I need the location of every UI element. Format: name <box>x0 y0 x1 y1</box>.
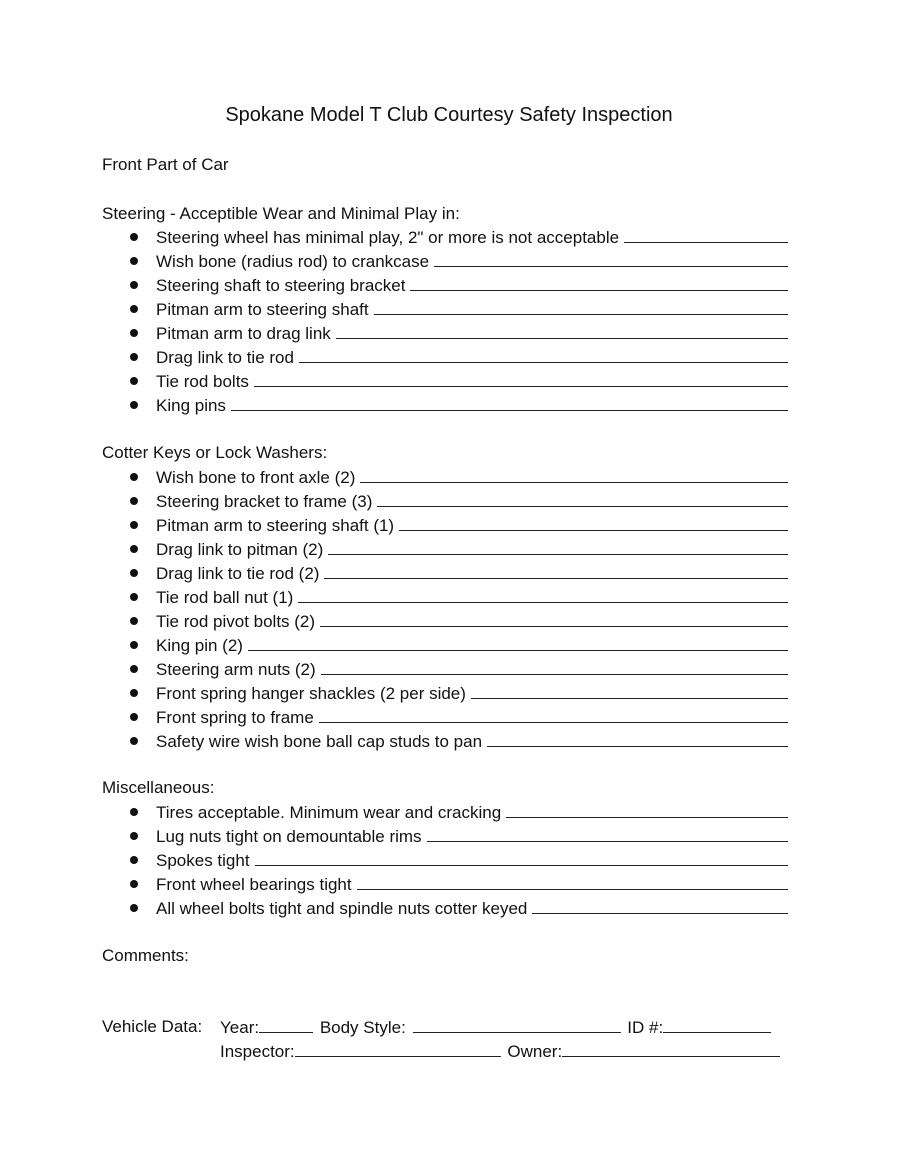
checklist-item-blank[interactable] <box>506 801 788 818</box>
page-title: Spokane Model T Club Courtesy Safety Inspection <box>225 104 673 126</box>
checklist-item-text: King pin (2) <box>156 636 243 655</box>
bullet-icon <box>130 737 138 745</box>
checklist-item-blank[interactable] <box>360 466 788 483</box>
checklist-item-label <box>156 586 788 609</box>
checklist-item-label <box>156 274 788 297</box>
checklist-item-label <box>156 730 788 753</box>
bullet-icon <box>130 689 138 697</box>
checklist-item-label <box>156 658 788 681</box>
bullet-icon <box>130 353 138 361</box>
bullet-icon <box>130 713 138 721</box>
bullet-icon <box>130 593 138 601</box>
checklist-item-label <box>156 610 788 633</box>
bullet-icon <box>130 545 138 553</box>
checklist-item-label <box>156 801 788 824</box>
checklist-item-label <box>156 849 788 872</box>
checklist-item-text: Drag link to pitman (2) <box>156 540 324 559</box>
bullet-icon <box>130 569 138 577</box>
checklist-item-blank[interactable] <box>319 706 788 723</box>
bullet-icon <box>130 521 138 529</box>
checklist-item-label <box>156 897 788 920</box>
bullet-icon <box>130 329 138 337</box>
checklist-item-text: Steering wheel has minimal play, 2" or more is not acceptable <box>156 228 620 247</box>
checklist-item-label <box>156 370 788 393</box>
checklist-item-blank[interactable] <box>624 226 788 243</box>
comments-label: Comments: <box>102 946 189 965</box>
id-field[interactable] <box>663 1016 771 1033</box>
checklist-item-label <box>156 298 788 321</box>
id-label: ID #: <box>627 1018 664 1037</box>
body-style-field[interactable] <box>413 1016 621 1033</box>
checklist-item-text: Front wheel bearings tight <box>156 875 352 894</box>
checklist-item-text: Front spring hanger shackles (2 per side) <box>156 684 466 703</box>
checklist-item-blank[interactable] <box>532 897 788 914</box>
checklist-item-text: Wish bone to front axle (2) <box>156 468 356 487</box>
checklist-item-blank[interactable] <box>434 250 788 267</box>
bullet-icon <box>130 377 138 385</box>
checklist-item-text: Pitman arm to steering shaft <box>156 300 369 319</box>
checklist-item-text: Steering shaft to steering bracket <box>156 276 406 295</box>
vehicle-row-2 <box>220 1040 780 1063</box>
bullet-icon <box>130 497 138 505</box>
checklist-item-blank[interactable] <box>254 370 788 387</box>
year-field[interactable] <box>259 1016 313 1033</box>
bullet-icon <box>130 473 138 481</box>
owner-field[interactable] <box>562 1040 780 1057</box>
checklist-item-text: Lug nuts tight on demountable rims <box>156 827 422 846</box>
checklist-item-text: Steering arm nuts (2) <box>156 660 316 679</box>
checklist-item-label <box>156 346 788 369</box>
checklist-item-label <box>156 562 788 585</box>
checklist-item-text: Safety wire wish bone ball cap studs to pan <box>156 732 483 751</box>
checklist-item-blank[interactable] <box>299 346 788 363</box>
section-header-front: Front Part of Car <box>102 155 229 174</box>
checklist-item-blank[interactable] <box>336 322 788 339</box>
checklist-item-text: Drag link to tie rod (2) <box>156 564 320 583</box>
checklist-item-label <box>156 538 788 561</box>
checklist-item-text: Steering bracket to frame (3) <box>156 492 373 511</box>
checklist-item-blank[interactable] <box>248 634 788 651</box>
bullet-icon <box>130 665 138 673</box>
checklist-item-label <box>156 394 788 417</box>
checklist-item-blank[interactable] <box>374 298 788 315</box>
checklist-item-text: Front spring to frame <box>156 708 314 727</box>
checklist-item-label <box>156 322 788 345</box>
checklist-item-text: Spokes tight <box>156 851 250 870</box>
bullet-icon <box>130 832 138 840</box>
misc-heading: Miscellaneous: <box>102 778 215 797</box>
bullet-icon <box>130 617 138 625</box>
checklist-item-label <box>156 490 788 513</box>
checklist-item-blank[interactable] <box>427 825 788 842</box>
inspector-field[interactable] <box>295 1040 501 1057</box>
vehicle-data-label: Vehicle Data: <box>102 1017 203 1036</box>
checklist-item-label <box>156 250 788 273</box>
checklist-item-blank[interactable] <box>328 538 788 555</box>
bullet-icon <box>130 880 138 888</box>
checklist-item-text: Drag link to tie rod <box>156 348 294 367</box>
owner-label: Owner: <box>507 1042 563 1061</box>
steering-heading: Steering - Acceptible Wear and Minimal Play in: <box>102 204 460 223</box>
checklist-item-label <box>156 226 788 249</box>
bullet-icon <box>130 904 138 912</box>
checklist-item-blank[interactable] <box>324 562 788 579</box>
checklist-item-text: Pitman arm to drag link <box>156 324 331 343</box>
checklist-item-blank[interactable] <box>321 658 788 675</box>
body-style-label: Body Style: <box>319 1018 406 1037</box>
bullet-icon <box>130 808 138 816</box>
checklist-item-text: Tires acceptable. Minimum wear and cracking <box>156 803 502 822</box>
checklist-item-text: Tie rod ball nut (1) <box>156 588 294 607</box>
bullet-icon <box>130 305 138 313</box>
checklist-item-blank[interactable] <box>410 274 788 291</box>
checklist-item-blank[interactable] <box>255 849 788 866</box>
bullet-icon <box>130 233 138 241</box>
checklist-item-text: Tie rod pivot bolts (2) <box>156 612 316 631</box>
checklist-item-label <box>156 873 788 896</box>
checklist-item-label <box>156 682 788 705</box>
bullet-icon <box>130 401 138 409</box>
checklist-item-blank[interactable] <box>357 873 788 890</box>
bullet-icon <box>130 641 138 649</box>
checklist-item-text: Wish bone (radius rod) to crankcase <box>156 252 430 271</box>
checklist-item-blank[interactable] <box>377 490 788 507</box>
cotter-heading: Cotter Keys or Lock Washers: <box>102 443 328 462</box>
year-label: Year: <box>220 1018 260 1037</box>
checklist-item-text: All wheel bolts tight and spindle nuts cotter keyed <box>156 899 528 918</box>
checklist-item-label <box>156 825 788 848</box>
checklist-item-text: King pins <box>156 396 226 415</box>
inspector-label: Inspector: <box>220 1042 295 1061</box>
checklist-item-blank[interactable] <box>487 730 788 747</box>
checklist-item-blank[interactable] <box>320 610 788 627</box>
bullet-icon <box>130 856 138 864</box>
checklist-item-blank[interactable] <box>231 394 788 411</box>
checklist-item-blank[interactable] <box>399 514 788 531</box>
bullet-icon <box>130 257 138 265</box>
checklist-item-label <box>156 514 788 537</box>
checklist-item-blank[interactable] <box>471 682 788 699</box>
checklist-item-text: Pitman arm to steering shaft (1) <box>156 516 395 535</box>
checklist-item-text: Tie rod bolts <box>156 372 249 391</box>
vehicle-row-1 <box>220 1016 771 1039</box>
checklist-item-blank[interactable] <box>298 586 788 603</box>
bullet-icon <box>130 281 138 289</box>
checklist-item-label <box>156 706 788 729</box>
checklist-item-label <box>156 466 788 489</box>
checklist-item-label <box>156 634 788 657</box>
